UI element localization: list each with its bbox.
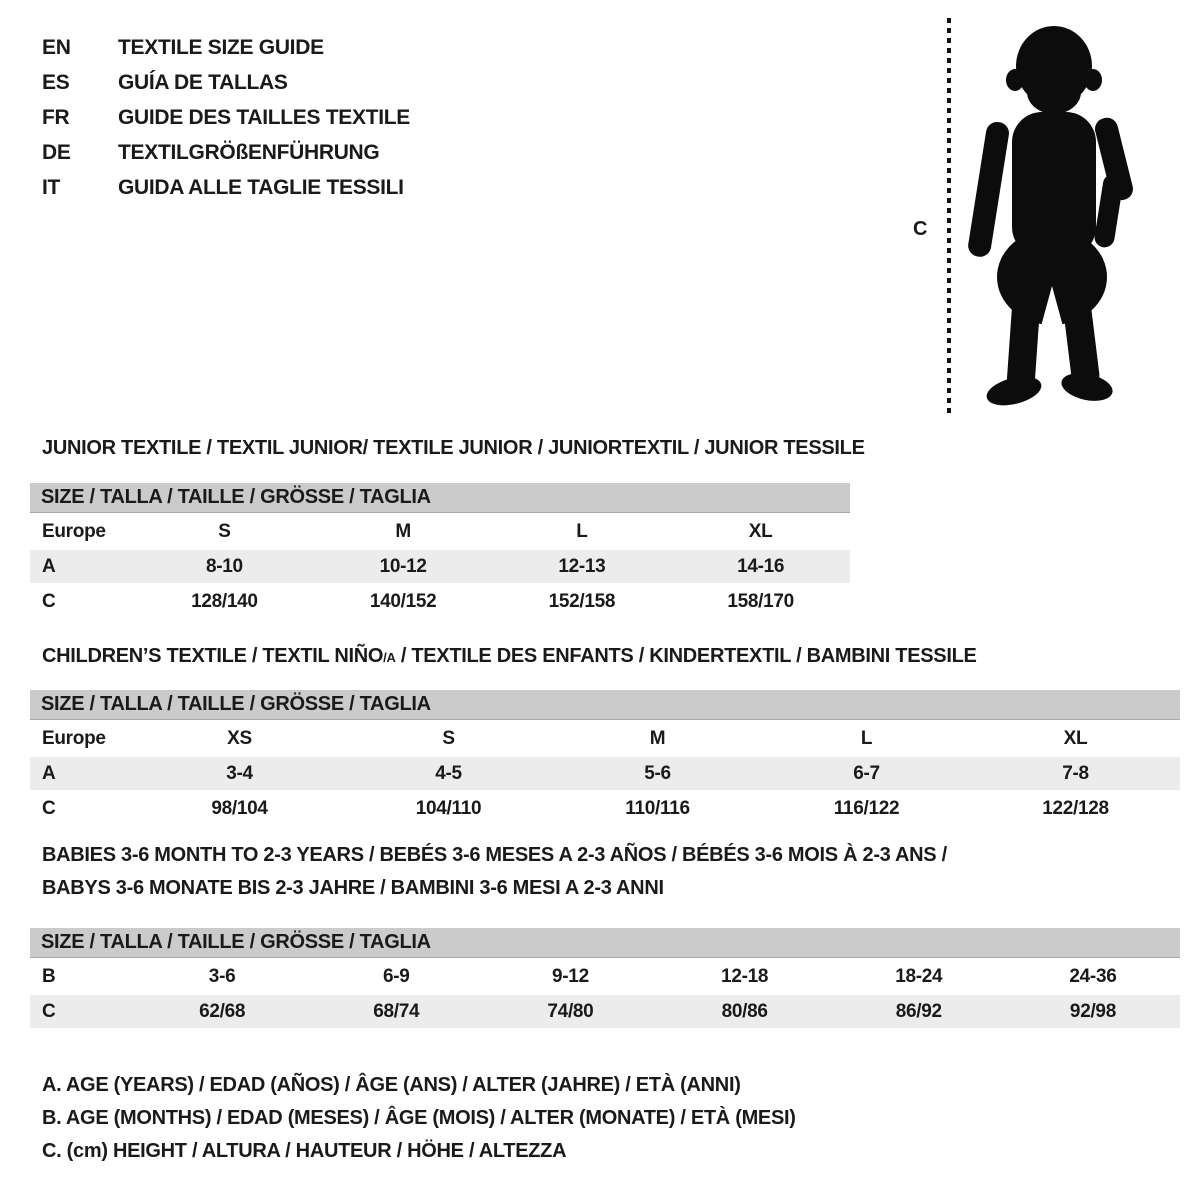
cell-value: 12-13 bbox=[558, 556, 606, 577]
lang-row-es bbox=[42, 65, 410, 100]
lang-code: ES bbox=[42, 71, 70, 94]
lang-row-fr bbox=[42, 100, 410, 135]
table-row-height-cm bbox=[30, 585, 850, 620]
column-header: L bbox=[860, 728, 873, 749]
row-label: A bbox=[42, 556, 56, 577]
cell-value: 7-8 bbox=[1062, 763, 1089, 784]
cell-value: 92/98 bbox=[1069, 1001, 1116, 1022]
lang-title: GUIDA ALLE TAGLIE TESSILI bbox=[118, 176, 404, 199]
cell-value: 3-6 bbox=[208, 966, 236, 987]
table-column-header-row bbox=[30, 515, 850, 550]
cell-value: 152/158 bbox=[548, 591, 616, 612]
lang-title: TEXTILGRÖßENFÜHRUNG bbox=[118, 141, 380, 164]
cell-value: 10-12 bbox=[379, 556, 427, 577]
lang-title: GUÍA DE TALLAS bbox=[118, 71, 288, 94]
babies-section-title-line1: BABIES 3-6 MONTH TO 2-3 YEARS / BEBÉS 3-6 MESES A 2-3 AÑOS / BÉBÉS 3-6 MOIS À 2-3 ANS / bbox=[42, 844, 947, 866]
cell-value: 122/128 bbox=[1042, 798, 1109, 819]
legend-line-a: A. AGE (YEARS) / EDAD (AÑOS) / ÂGE (ANS) / ALTER (JAHRE) / ETÀ (ANNI) bbox=[42, 1074, 741, 1096]
babies-size-table bbox=[30, 928, 1180, 1030]
language-title-list bbox=[42, 30, 410, 205]
cell-value: 80/86 bbox=[721, 1001, 768, 1022]
junior-section-title: JUNIOR TEXTILE / TEXTIL JUNIOR/ TEXTILE JUNIOR / JUNIORTEXTIL / JUNIOR TESSILE bbox=[42, 437, 865, 459]
cell-value: 86/92 bbox=[895, 1001, 942, 1022]
lang-code: IT bbox=[42, 176, 61, 199]
lang-row-de bbox=[42, 135, 410, 170]
column-header: M bbox=[395, 521, 411, 542]
cell-value: 62/68 bbox=[199, 1001, 246, 1022]
column-header: S bbox=[442, 728, 455, 749]
row-label: B bbox=[42, 966, 56, 987]
row-label: C bbox=[42, 1001, 56, 1022]
table-row-height-cm bbox=[30, 995, 1180, 1030]
measurement-legend bbox=[42, 1069, 796, 1168]
junior-size-table bbox=[30, 483, 850, 620]
row-label: C bbox=[42, 798, 56, 819]
table-column-header-row bbox=[30, 722, 1180, 757]
cell-value: 68/74 bbox=[373, 1001, 420, 1022]
lang-title: TEXTILE SIZE GUIDE bbox=[118, 36, 324, 59]
column-header: S bbox=[218, 521, 231, 542]
height-measure-dashed-line bbox=[947, 18, 951, 416]
column-header: Europe bbox=[42, 728, 106, 749]
cell-value: 98/104 bbox=[211, 798, 268, 819]
cell-value: 116/122 bbox=[833, 798, 900, 819]
column-header: XL bbox=[1063, 728, 1088, 749]
row-label: C bbox=[42, 591, 56, 612]
children-size-table bbox=[30, 690, 1180, 827]
cell-value: 6-7 bbox=[853, 763, 880, 784]
toddler-silhouette-icon bbox=[962, 14, 1142, 414]
column-header: L bbox=[576, 521, 588, 542]
lang-row-en bbox=[42, 30, 410, 65]
size-header-bar: SIZE / TALLA / TAILLE / GRÖSSE / TAGLIA bbox=[30, 483, 850, 513]
cell-value: 18-24 bbox=[895, 966, 943, 987]
cell-value: 5-6 bbox=[644, 763, 671, 784]
children-title-subscript: /A bbox=[383, 650, 396, 665]
cell-value: 74/80 bbox=[547, 1001, 594, 1022]
table-row-height-cm bbox=[30, 792, 1180, 827]
column-header: Europe bbox=[42, 521, 106, 542]
table-row-age-years bbox=[30, 550, 850, 585]
children-title-pre: CHILDREN’S TEXTILE / TEXTIL NIÑO bbox=[42, 645, 384, 667]
lang-code: EN bbox=[42, 36, 71, 59]
cell-value: 12-18 bbox=[721, 966, 769, 987]
cell-value: 158/170 bbox=[727, 591, 794, 612]
children-title-post: / TEXTILE DES ENFANTS / KINDERTEXTIL / BAMBINI TESSILE bbox=[395, 645, 977, 667]
row-label: A bbox=[42, 763, 56, 784]
babies-section-title-line2: BABYS 3-6 MONATE BIS 2-3 JAHRE / BAMBINI 3-6 MESI A 2-3 ANNI bbox=[42, 877, 664, 899]
cell-value: 110/116 bbox=[625, 798, 690, 819]
children-section-title bbox=[42, 644, 977, 670]
height-measure-label: C bbox=[913, 218, 928, 240]
cell-value: 128/140 bbox=[191, 591, 258, 612]
column-header: XS bbox=[227, 728, 252, 749]
cell-value: 104/110 bbox=[415, 798, 482, 819]
legend-line-b: B. AGE (MONTHS) / EDAD (MESES) / ÂGE (MOIS) / ALTER (MONATE) / ETÀ (MESI) bbox=[42, 1107, 796, 1129]
column-header: XL bbox=[748, 521, 773, 542]
cell-value: 8-10 bbox=[205, 556, 243, 577]
cell-value: 14-16 bbox=[737, 556, 785, 577]
lang-code: FR bbox=[42, 106, 70, 129]
table-row-age-months bbox=[30, 960, 1180, 995]
size-header-bar: SIZE / TALLA / TAILLE / GRÖSSE / TAGLIA bbox=[30, 928, 1180, 958]
cell-value: 3-4 bbox=[226, 763, 253, 784]
lang-row-it bbox=[42, 170, 410, 205]
legend-line-c: C. (cm) HEIGHT / ALTURA / HAUTEUR / HÖHE / ALTEZZA bbox=[42, 1140, 567, 1162]
cell-value: 6-9 bbox=[382, 966, 410, 987]
column-header: M bbox=[649, 728, 666, 749]
lang-title: GUIDE DES TAILLES TEXTILE bbox=[118, 106, 410, 129]
size-header-bar: SIZE / TALLA / TAILLE / GRÖSSE / TAGLIA bbox=[30, 690, 1180, 720]
cell-value: 9-12 bbox=[552, 966, 589, 987]
cell-value: 24-36 bbox=[1069, 966, 1117, 987]
lang-code: DE bbox=[42, 141, 71, 164]
cell-value: 4-5 bbox=[435, 763, 462, 784]
cell-value: 140/152 bbox=[369, 591, 437, 612]
table-row-age-years bbox=[30, 757, 1180, 792]
